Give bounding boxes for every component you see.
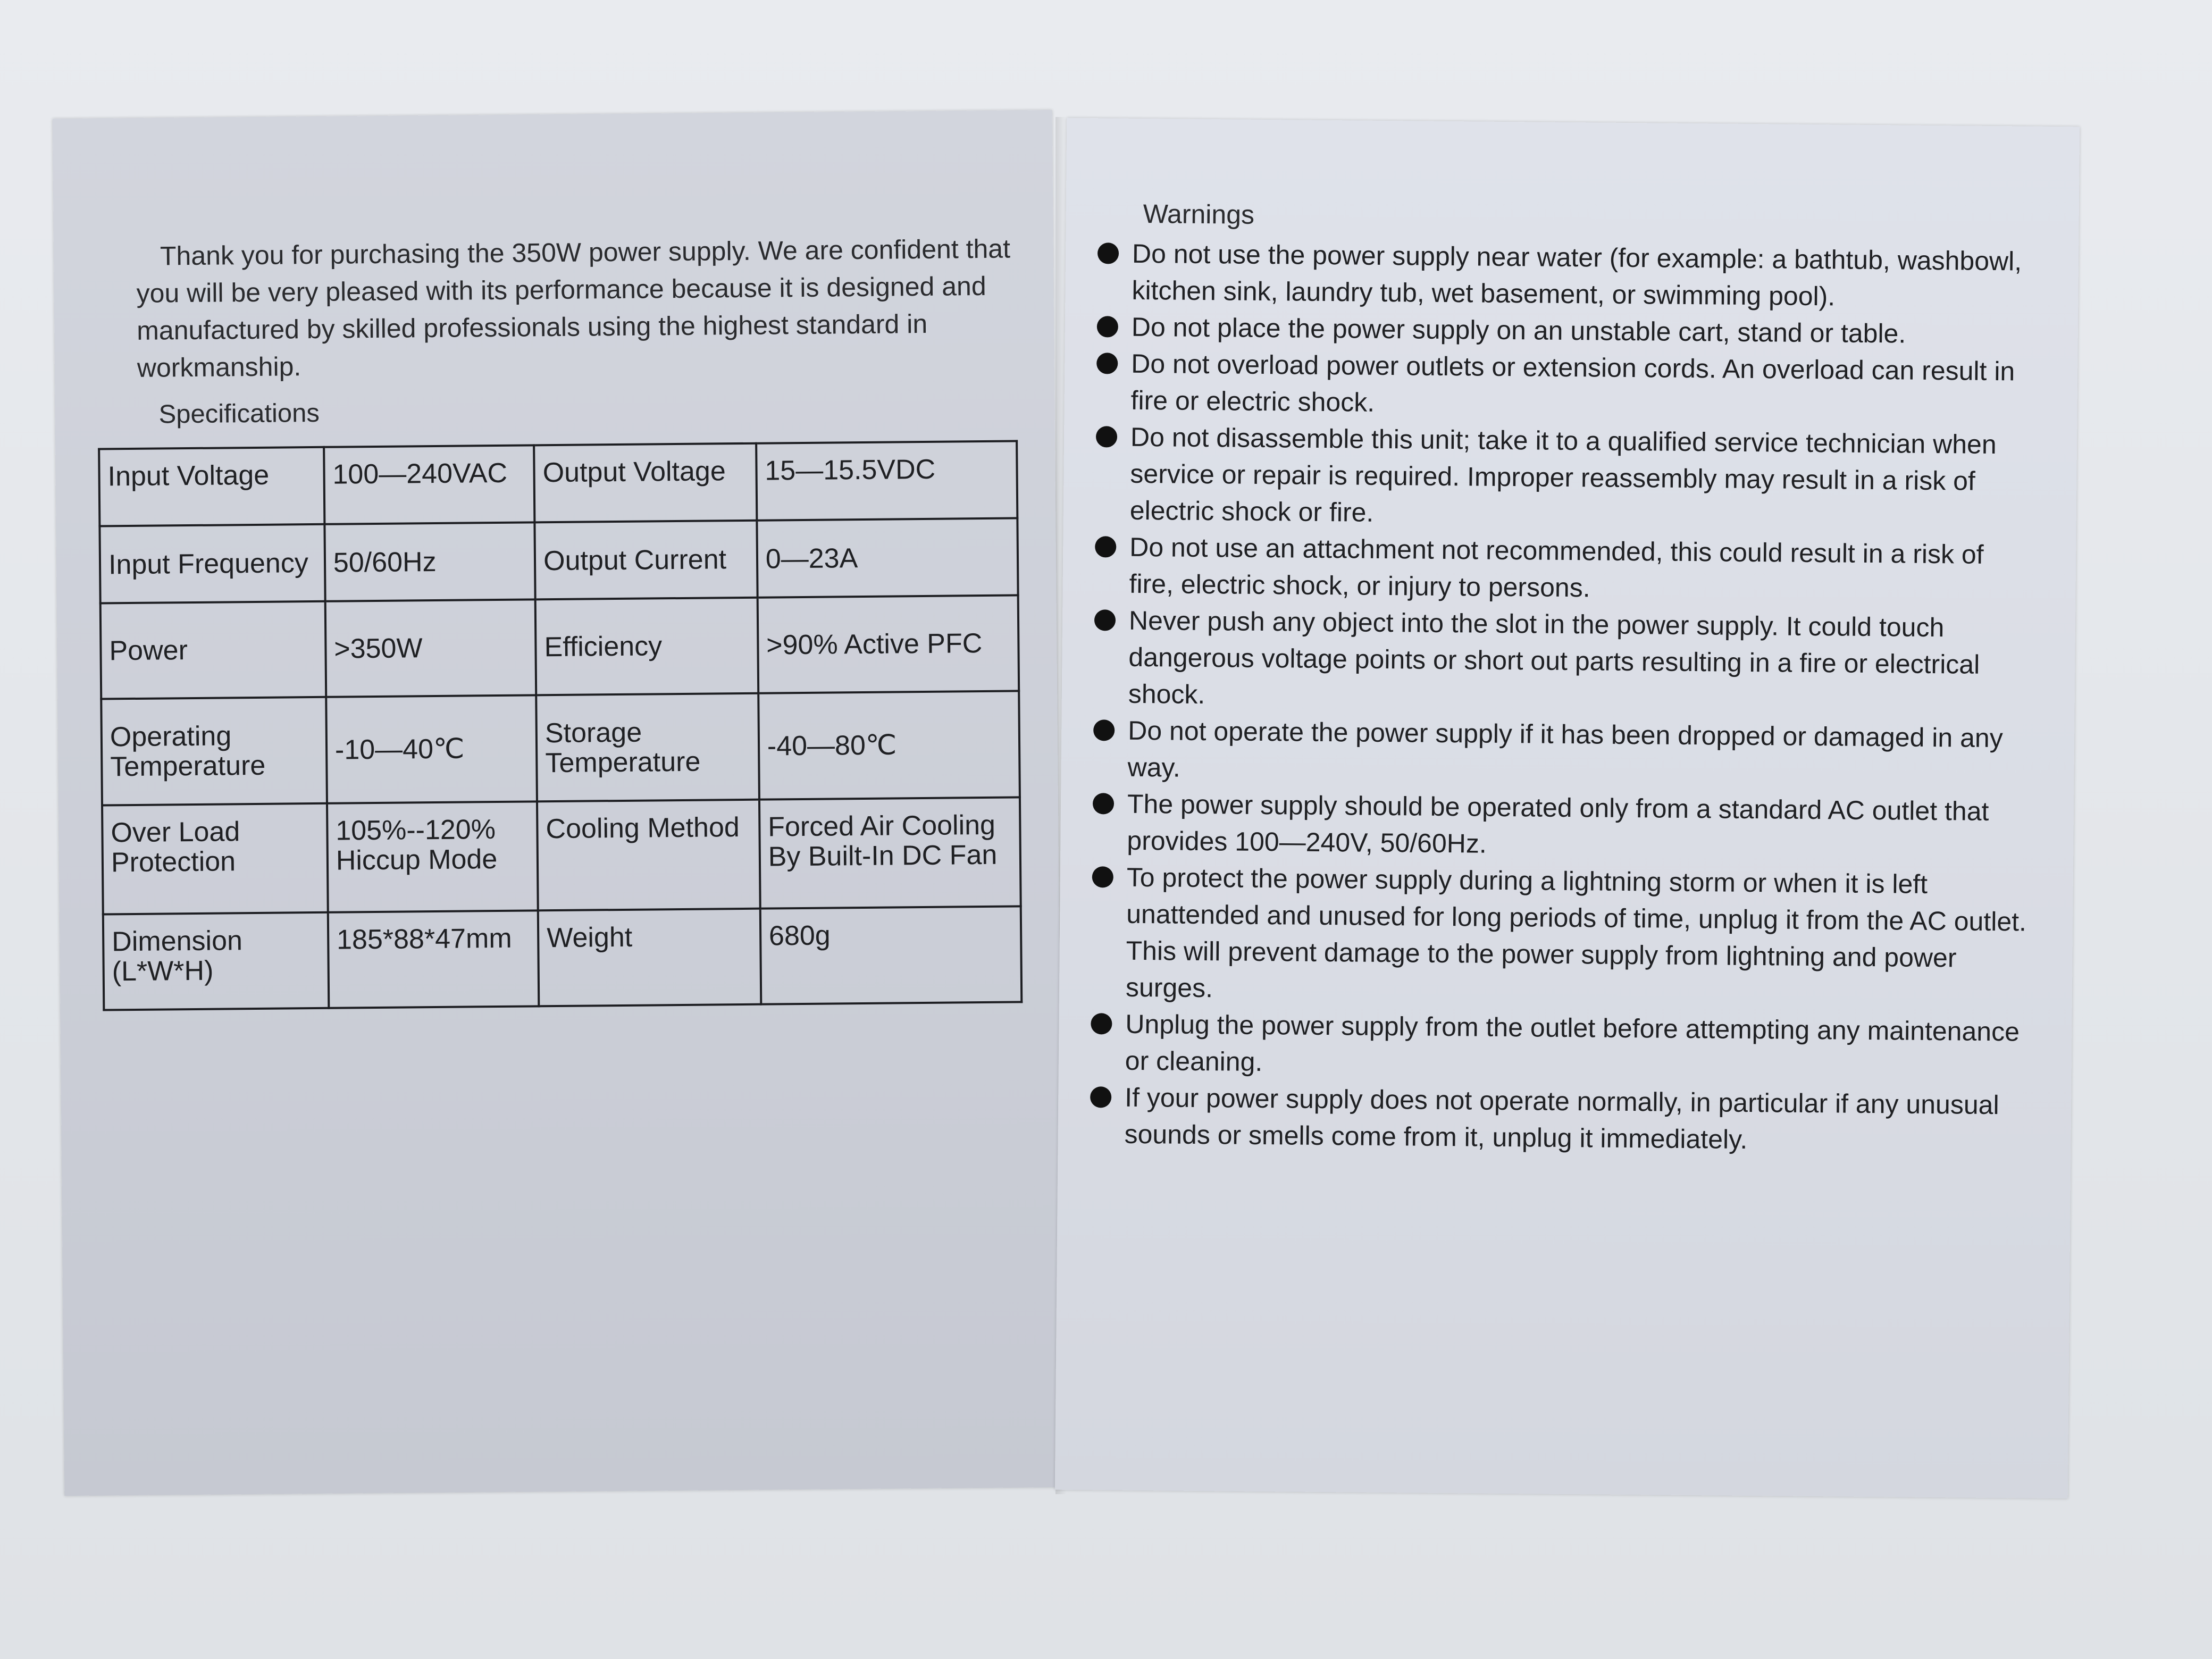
spec-label-cell: Cooling Method (537, 800, 760, 911)
warning-text: To protect the power supply during a lightning storm or when it is left unattended and unused for long periods of time, unplug it from the AC outlet. This will prevent damage to the power supply from lightning and power surges. (1125, 862, 2027, 1003)
spec-value-cell: 185*88*47mm (328, 910, 539, 1008)
spec-label-cell: Storage Temperature (536, 693, 759, 802)
warnings-heading: Warnings (1143, 198, 1255, 230)
specifications-heading: Specifications (158, 398, 320, 429)
right-page (1055, 118, 2080, 1499)
bullet-icon (1093, 793, 1114, 814)
bullet-icon (1092, 866, 1113, 887)
warning-item (1096, 345, 2032, 426)
spec-label-cell: Over Load Protection (102, 803, 328, 915)
bullet-icon (1093, 719, 1115, 741)
warning-text: Do not operate the power supply if it has been dropped or damaged in any way. (1127, 715, 2003, 783)
spec-value-cell: -40—80℃ (758, 691, 1020, 799)
bullet-icon (1096, 426, 1117, 447)
warning-text: The power supply should be operated only from a standard AC outlet that provides 100—240V, 50/60Hz. (1127, 789, 1989, 859)
spec-row (99, 518, 1018, 603)
spec-row (103, 906, 1022, 1010)
bullet-icon (1096, 353, 1118, 374)
intro-paragraph: Thank you for purchasing the 350W power supply. We are confident that you will be very pleased with its performance because it is designed and manufactured by skilled professionals using the highest standard in workmanship. (136, 233, 1011, 383)
warning-item (1091, 859, 2028, 1013)
warning-item (1097, 235, 2033, 316)
spec-value-cell: 50/60Hz (324, 522, 535, 601)
bullet-icon (1091, 1013, 1112, 1034)
spec-label-cell: Power (100, 601, 326, 699)
spec-row (99, 441, 1017, 526)
spec-label-cell: Efficiency (535, 598, 758, 696)
warnings-list (1090, 235, 2033, 1160)
specifications-table (98, 440, 1023, 1011)
spec-value-cell: >90% Active PFC (757, 595, 1019, 693)
spec-row (102, 797, 1021, 914)
warning-item (1094, 602, 2031, 720)
warning-text: Do not use an attachment not recommended, this could result in a risk of fire, electric shock, or injury to persons. (1129, 532, 1984, 603)
bullet-icon (1097, 316, 1118, 337)
bullet-icon (1095, 536, 1116, 557)
spec-value-cell: Forced Air Cooling By Built-In DC Fan (759, 797, 1021, 908)
spec-row (101, 691, 1020, 805)
bullet-icon (1097, 242, 1119, 264)
warning-item (1092, 785, 2029, 867)
spec-row (100, 595, 1019, 699)
spec-label-cell: Output Current (535, 521, 758, 600)
bullet-icon (1094, 609, 1116, 631)
warning-text: Do not overload power outlets or extension cords. An overload can result in fire or electric shock. (1130, 348, 2015, 417)
warning-item (1091, 1006, 2027, 1087)
warning-text: Unplug the power supply from the outlet before attempting any maintenance or cleaning. (1125, 1009, 2020, 1077)
warning-item (1093, 712, 2029, 793)
spec-value-cell: 105%--120% Hiccup Mode (327, 801, 538, 912)
warning-text: Do not disassemble this unit; take it to a qualified service technician when service or repair is required. Improper reassembly may result in a risk of electric shock or fire. (1129, 422, 1997, 527)
spec-value-cell: >350W (325, 599, 537, 697)
spec-value-cell: 15—15.5VDC (756, 441, 1017, 520)
spec-value-cell: 0—23A (757, 518, 1018, 597)
warning-text: Do not use the power supply near water (for example: a bathtub, washbowl, kitchen sink, laundry tub, wet basement, or swimming pool). (1132, 238, 2022, 312)
warning-text: If your power supply does not operate normally, in particular if any unusual sounds or smells come from it, unplug it immediately. (1124, 1082, 1999, 1154)
bullet-icon (1090, 1086, 1111, 1108)
left-page (53, 110, 1065, 1496)
spec-value-cell: 100—240VAC (324, 445, 535, 524)
warning-item (1090, 1079, 2026, 1160)
warning-item (1095, 418, 2032, 537)
spec-value-cell: -10—40℃ (326, 695, 537, 803)
spec-label-cell: Weight (538, 909, 761, 1007)
spec-label-cell: Dimension (L*W*H) (103, 912, 329, 1010)
spec-label-cell: Input Voltage (99, 447, 324, 526)
warning-item (1094, 529, 2031, 610)
spec-label-cell: Input Frequency (99, 524, 325, 604)
spec-label-cell: Output Voltage (534, 443, 757, 523)
spec-value-cell: 680g (760, 906, 1022, 1004)
warning-text: Never push any object into the slot in the power supply. It could touch dangerous voltage points or short out parts resulting in a fire or electrical shock. (1128, 605, 1980, 710)
spec-label-cell: Operating Temperature (101, 697, 327, 806)
warning-text: Do not place the power supply on an unstable cart, stand or table. (1131, 312, 1906, 349)
